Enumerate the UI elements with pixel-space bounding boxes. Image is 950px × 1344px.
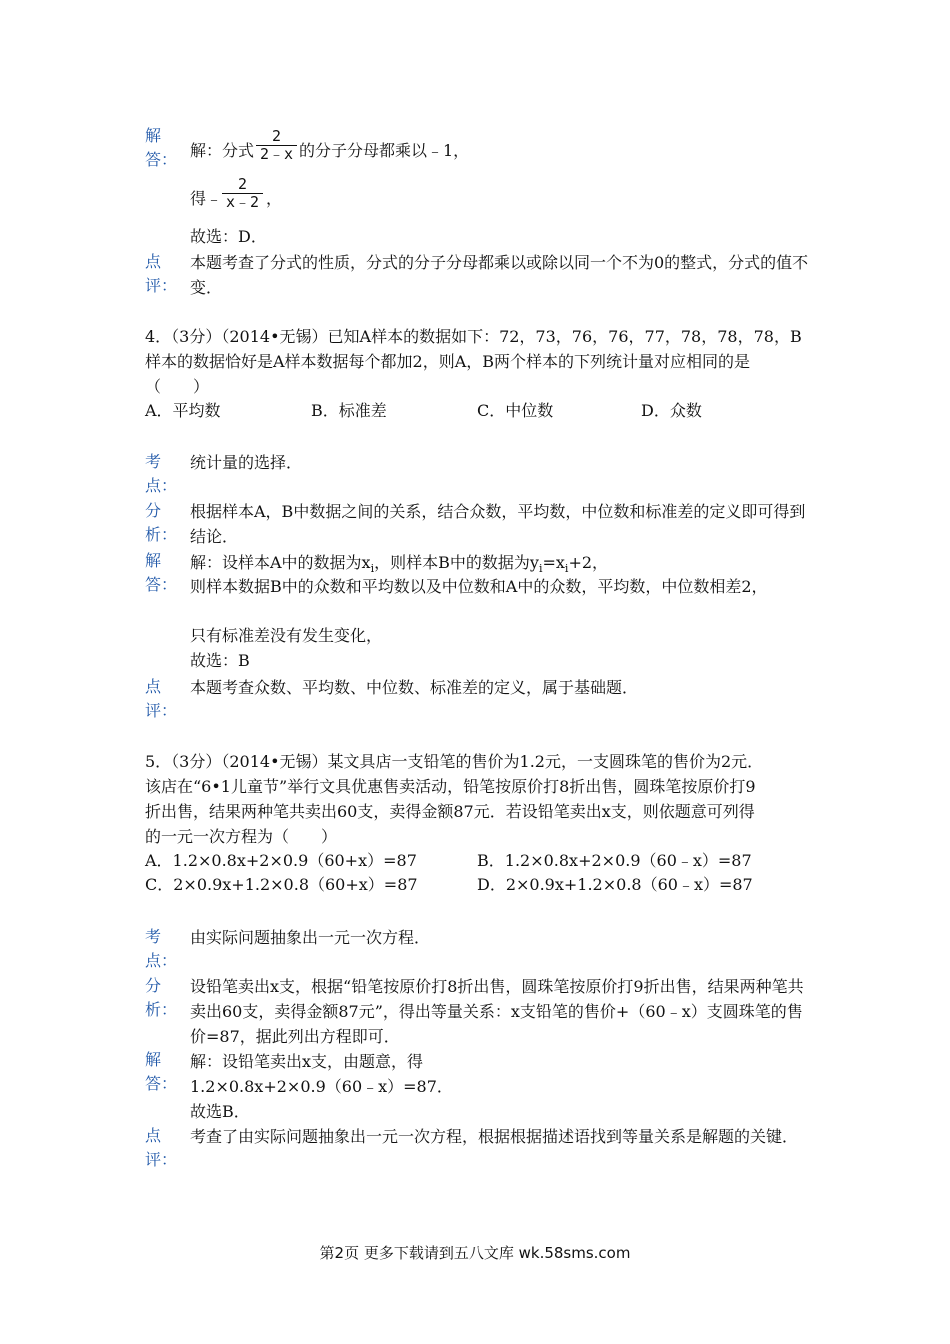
- subscript-i: i: [370, 562, 375, 576]
- fenxi-label: 分析：: [145, 501, 178, 544]
- q4-solution-text-a: 解：设样本A中的数据为x: [190, 553, 371, 572]
- q3-solution-prefix: 解：分式: [190, 141, 255, 160]
- fraction-numerator: 2: [238, 175, 248, 193]
- page-footer: 第2页 更多下载请到五八文库 wk.58sms.com: [319, 1244, 631, 1262]
- fraction-denominator: x﹣2: [226, 193, 260, 211]
- kaodian-label: 考点：: [145, 927, 178, 970]
- fraction-2-over-2-minus-x: [256, 128, 297, 163]
- q4-comment-text: 本题考查众数、平均数、中位数、标准差的定义，属于基础题．: [190, 678, 639, 697]
- dianping-label: 点评：: [145, 252, 178, 295]
- q5-kaodian-text: 由实际问题抽象出一元一次方程．: [190, 928, 431, 947]
- q4-solution-text-c: =x: [542, 553, 565, 572]
- fraction-denominator: 2﹣x: [260, 145, 294, 163]
- fraction-numerator: 2: [272, 127, 282, 145]
- q4-kaodian-text: 统计量的选择．: [190, 453, 303, 472]
- q4-option-b: B．标准差: [311, 401, 387, 420]
- q4-option-a: A．平均数: [145, 401, 221, 420]
- q3-solution-line-1: [190, 140, 254, 162]
- q5-stem-line-4: 的一元一次方程为（ ）: [145, 827, 338, 846]
- subscript-i: i: [564, 562, 569, 576]
- fraction-2-over-x-minus-2: [222, 176, 263, 211]
- q5-stem-line-1: 5．（3分）（2014•无锡）某文具店一支铅笔的售价为1.2元，一支圆珠笔的售价为2元．: [145, 752, 764, 771]
- q4-option-d: D．众数: [641, 401, 702, 420]
- q5-option-c: C．2×0.9x+1.2×0.8（60+x）=87: [145, 875, 418, 894]
- dianping-label: 点评：: [145, 1126, 178, 1169]
- q4-stem-line-3: （ ）: [145, 377, 210, 396]
- q5-option-b: B．1.2×0.8x+2×0.9（60﹣x）=87: [477, 851, 752, 870]
- q5-solution-line-3: 故选B．: [190, 1102, 250, 1121]
- q4-solution-line-3: 只有标准差没有发生变化，: [190, 626, 383, 645]
- q3-solution-line-2-suffix: ，: [266, 189, 283, 208]
- jieda-label: 解答：: [145, 551, 178, 594]
- fenxi-label: 分析：: [145, 976, 178, 1019]
- q5-comment-text: 考查了由实际问题抽象出一元一次方程，根据根据描述语找到等量关系是解题的关键．: [190, 1127, 799, 1146]
- q4-stem-line-1: 4．（3分）（2014•无锡）已知A样本的数据如下：72，73，76，76，77，78，78，78，B: [145, 327, 802, 346]
- q3-comment-text: 本题考查了分式的性质，分式的分子分母都乘以或除以同一个不为0的整式，分式的值不变．: [190, 253, 809, 297]
- q3-solution-suffix: 的分子分母都乘以﹣1，: [299, 141, 470, 160]
- jieda-label: 解答：: [145, 1050, 178, 1093]
- jieda-label: 解答：: [145, 126, 178, 169]
- q3-solution-line-3: 故选：D．: [190, 227, 267, 246]
- kaodian-label: 考点：: [145, 452, 178, 495]
- dianping-label: 点评：: [145, 677, 178, 720]
- q4-solution-line-2: 则样本数据B中的众数和平均数以及中位数和A中的众数，平均数，中位数相差2，: [190, 577, 768, 596]
- q5-solution-line-2: 1.2×0.8x+2×0.9（60﹣x）=87．: [190, 1077, 453, 1096]
- q4-option-c: C．中位数: [477, 401, 554, 420]
- q4-solution-line-4: 故选：B: [190, 651, 250, 670]
- q4-stem-line-2: 样本的数据恰好是A样本数据每个都加2，则A，B两个样本的下列统计量对应相同的是: [145, 352, 751, 371]
- q5-stem-line-3: 折出售，结果两种笔共卖出60支，卖得金额87元．若设铅笔卖出x支，则依题意可列得: [145, 802, 755, 821]
- q5-stem-line-2: 该店在“6•1儿童节”举行文具优惠售卖活动，铅笔按原价打8折出售，圆珠笔按原价打9: [145, 777, 756, 796]
- q5-fenxi-text: 设铅笔卖出x支，根据“铅笔按原价打8折出售，圆珠笔按原价打9折出售，结果两种笔共卖出60支，卖得金额87元”，得出等量关系：x支铅笔的售价+（60﹣x）支圆珠笔的售价=87，据此列出方程即可．: [190, 977, 804, 1046]
- q4-fenxi-text: 根据样本A，B中数据之间的关系，结合众数，平均数，中位数和标准差的定义即可得到结论．: [190, 502, 806, 546]
- q4-solution-text-b: ，则样本B中的数据为y: [374, 553, 539, 572]
- q5-option-d: D．2×0.9x+1.2×0.8（60﹣x）=87: [477, 875, 753, 894]
- q5-solution-line-1: 解：设铅笔卖出x支，由题意，得: [190, 1052, 424, 1071]
- q3-solution-line-2-prefix: 得﹣: [190, 189, 223, 208]
- q5-option-a: A．1.2×0.8x+2×0.9（60+x）=87: [145, 851, 417, 870]
- subscript-i: i: [538, 562, 543, 576]
- q4-solution-text-d: +2，: [568, 553, 609, 572]
